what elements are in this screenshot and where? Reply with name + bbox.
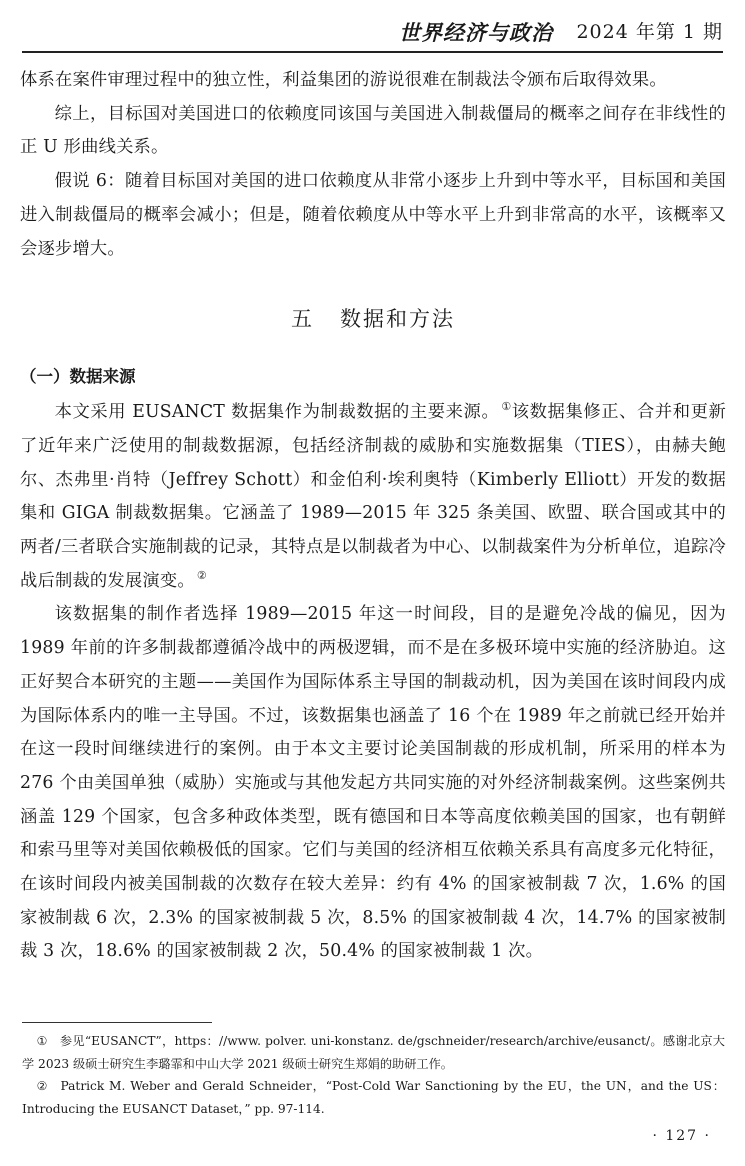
- running-header: [22, 8, 723, 44]
- paragraph-sample: 该数据集的制作者选择 1989—2015 年这一时间段，目的是避免冷战的偏见，因为 1989 年前的许多制裁都遵循冷战中的两极逻辑，而不是在多极环境中实施的经济胁迫。这正好契合本研究的主题——美国作为国际体系主导国的制裁动机，因为美国在该时间段内成为国际体系内的唯一主导国。不过，该数据集也涵盖了 16 个在 1989 年之前就已经开始并在这一段时间继续进行的案例。由于本文主要讨论美国制裁的形成机制，所采用的样本为 276 个由美国单独（威胁）实施或与其他发起方共同实施的对外经济制裁案例。这些案例共涵盖 129 个国家，包含多种政体类型，既有德国和日本等高度依赖美国的国家，也有朝鲜和索马里等对美国依赖极低的国家。它们与美国的经济相互依赖关系具有高度多元化特征，在该时间段内被美国制裁的次数存在较大差异：约有 4% 的国家被制裁 7 次，1.6% 的国家被制裁 6 次，2.3% 的国家被制裁 5 次，8.5% 的国家被制裁 4 次，14.7% 的国家被制裁 3 次，18.6% 的国家被制裁 2 次，50.4% 的国家被制裁 1 次。: [20, 604, 726, 962]
- issue-label: 2024 年第 1 期: [576, 21, 723, 43]
- subsection-heading: （一）数据来源: [20, 367, 136, 387]
- article-body: [20, 64, 726, 969]
- footnote-mark: ①: [36, 1034, 48, 1048]
- footnote-1: [22, 1030, 725, 1075]
- footnote-text: 参见“EUSANCT”，https：//www. polver. uni-konstanz. de/gschneider/research/archive/eusanct/。感谢北京大学 2023 级硕士研究生李璐霏和中山大学 2021 级硕士研究生郑娟的助研工作。: [22, 1034, 725, 1071]
- footnote-text: Patrick M. Weber and Gerald Schneider，“Post-Cold War Sanctioning by the EU，the UN，and the US：Introducing the EUSANCT Dataset，” pp. 97-114.: [22, 1079, 725, 1116]
- paragraph-data-source-rest: 该数据集修正、合并和更新了近年来广泛使用的制裁数据源，包括经济制裁的威胁和实施数据集（TIES），由赫夫鲍尔、杰弗里·肖特（Jeffrey Schott）和金伯利·埃利奥特（Kimberly Elliott）开发的数据集和 GIGA 制裁数据集。它涵盖了 1989—2015 年 325 条美国、欧盟、联合国或其中的两者/三者联合实施制裁的记录，其特点是以制裁者为中心、以制裁案件为分析单位，追踪冷战后制裁的发展演变。: [20, 402, 726, 591]
- page-number: · 127 ·: [652, 1128, 711, 1144]
- footnote-ref-1[interactable]: ①: [501, 400, 512, 414]
- paragraph-data-source: [20, 396, 726, 598]
- paragraph-summary: 综上，目标国对美国进口的依赖度同该国与美国进入制裁僵局的概率之间存在非线性的正 U 形曲线关系。: [20, 103, 726, 158]
- section-heading: [20, 284, 726, 354]
- header-rule: [22, 51, 723, 53]
- paragraph-continued: 体系在案件审理过程中的独立性，利益集团的游说很难在制裁法令颁布后取得效果。: [20, 70, 667, 90]
- footnote-mark: ②: [36, 1079, 49, 1093]
- footnotes: [22, 1030, 725, 1120]
- section-title: 数据和方法: [340, 307, 455, 332]
- paragraph-hypothesis-6: 假说 6：随着目标国对美国的进口依赖度从非常小逐步上升到中等水平，目标国和美国进入制裁僵局的概率会减小；但是，随着依赖度从中等水平上升到非常高的水平，该概率又会逐步增大。: [20, 171, 726, 259]
- journal-title: 世界经济与政治: [399, 20, 553, 45]
- footnote-2: [22, 1075, 725, 1120]
- footnote-rule: [22, 1022, 212, 1023]
- paragraph-data-source-lead: 本文采用 EUSANCT 数据集作为制裁数据的主要来源。: [54, 402, 500, 423]
- footnote-ref-2[interactable]: ②: [196, 568, 207, 582]
- section-number: 五: [291, 307, 314, 332]
